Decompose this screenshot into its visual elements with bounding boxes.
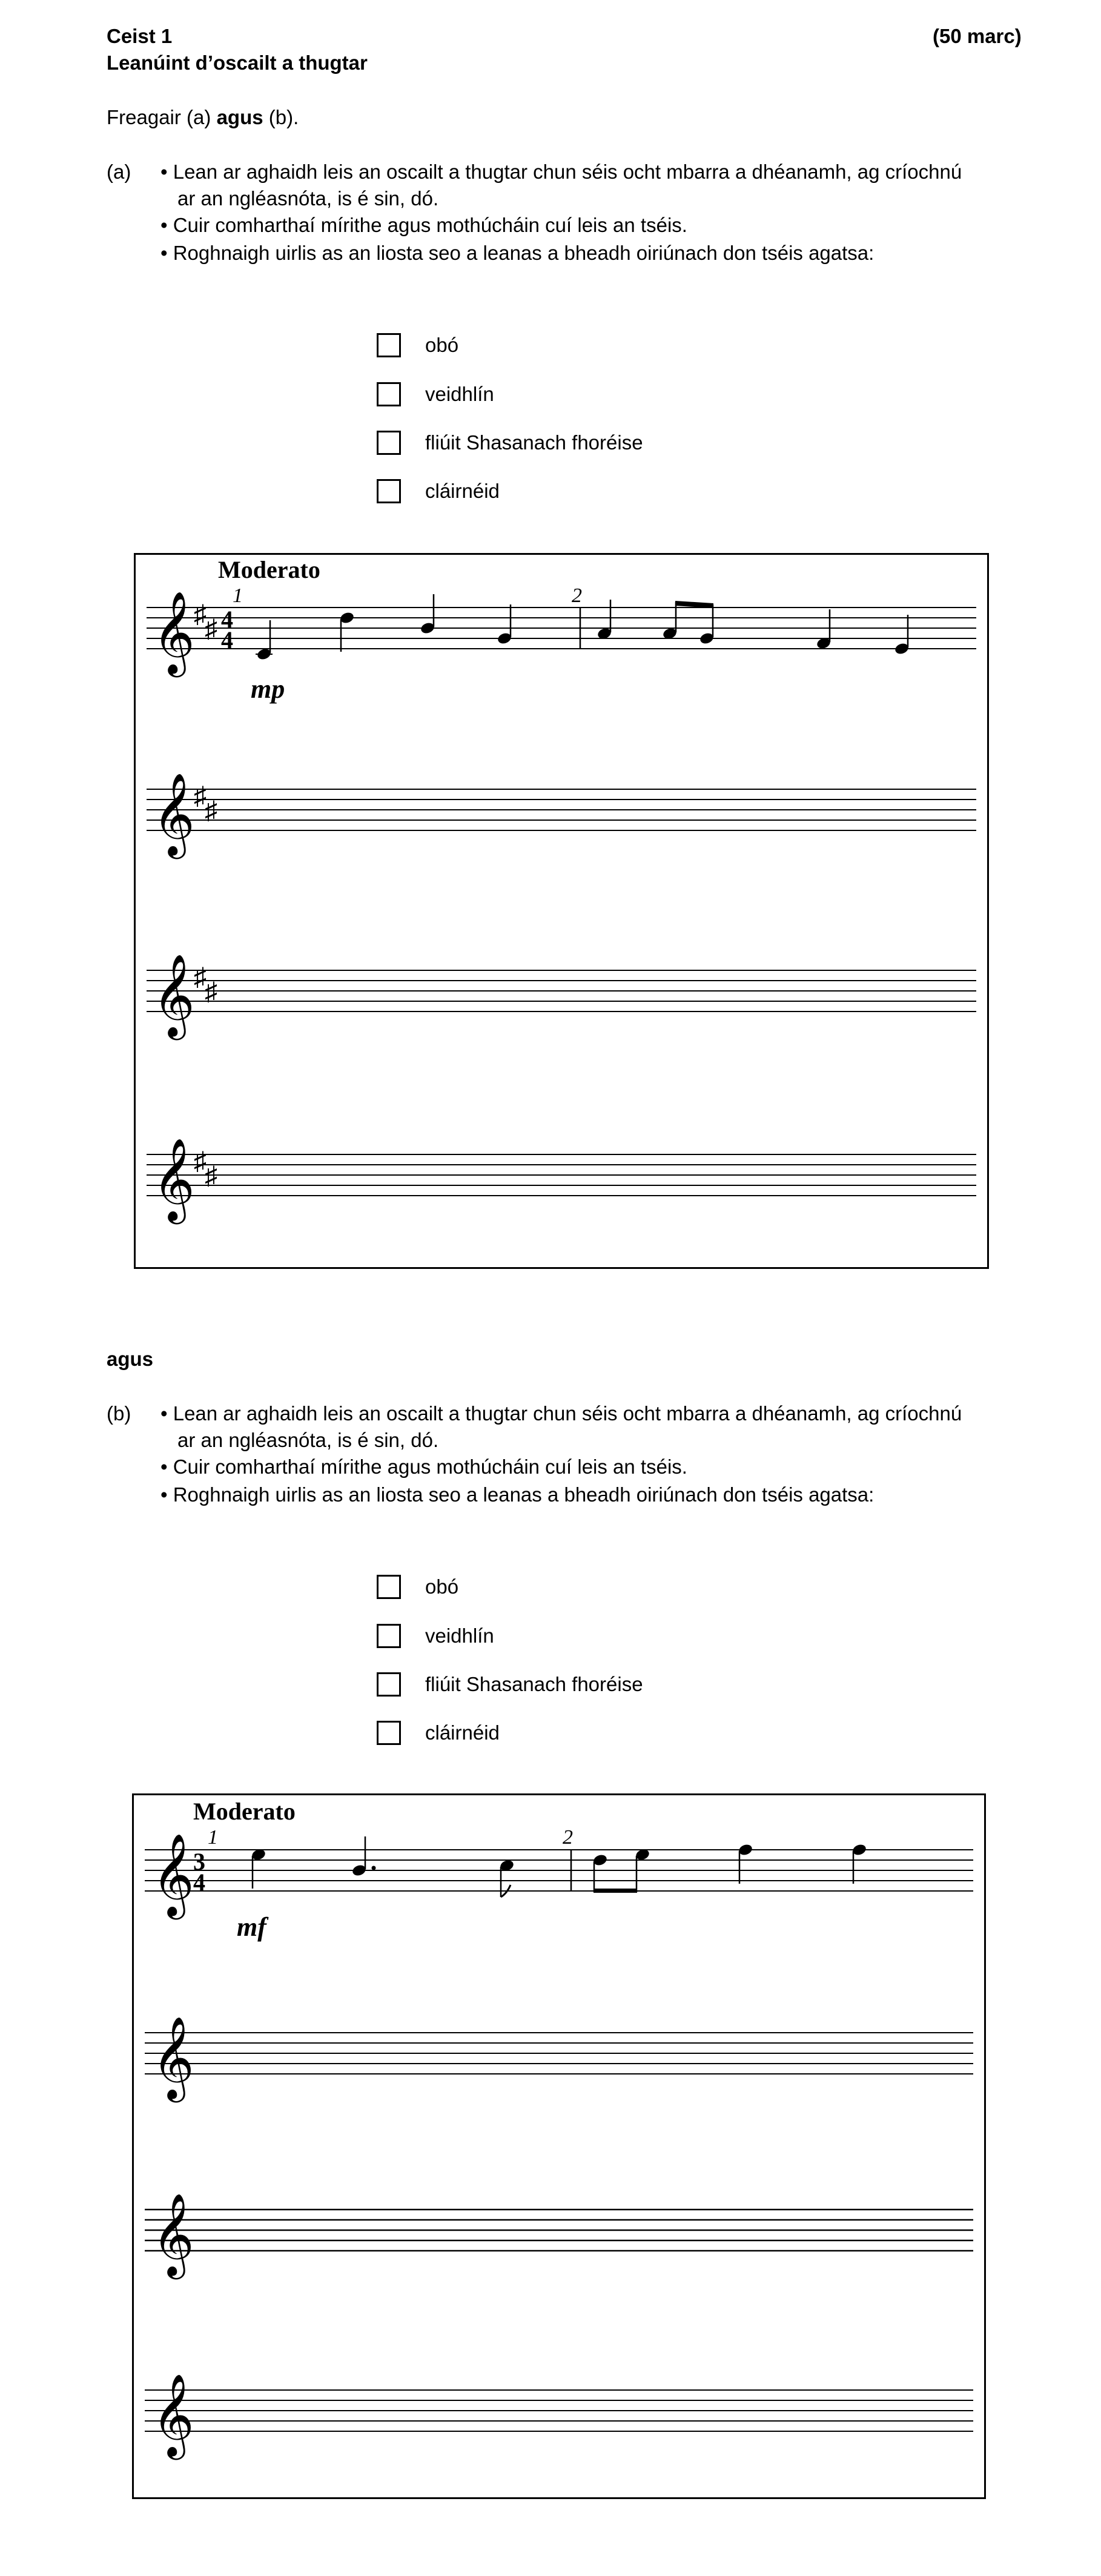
treble-clef: 𝄞	[152, 2195, 194, 2274]
part-b-bullet3: • Roghnaigh uirlis as an liosta seo a leanas a bheadh oiriúnach don tséis agatsa:	[160, 1483, 875, 1506]
staff-2	[145, 2033, 973, 2074]
bar-number: 2	[572, 584, 582, 607]
bar-number: 1	[233, 584, 243, 607]
treble-clef: 𝄞	[152, 1835, 194, 1915]
part-b-bullet1-line1: • Lean ar aghaidh leis an oscailt a thugtar chun séis ocht mbarra a dhéanamh, ag críochnú	[160, 1402, 962, 1425]
bar-number: 2	[563, 1826, 573, 1849]
time-sig-top: 3	[193, 1848, 205, 1875]
instruction-pre: Freagair (a)	[107, 106, 217, 128]
checkbox[interactable]	[377, 382, 401, 406]
staff-4	[147, 1154, 976, 1196]
part-a-manuscript	[136, 555, 987, 1267]
treble-clef: 𝄞	[153, 775, 195, 854]
part-b-manuscript	[134, 1795, 984, 2497]
option-label: veidhlín	[425, 383, 494, 405]
option-label: fliúit Shasanach fhoréise	[425, 431, 643, 454]
note	[894, 615, 910, 655]
part-b-label: (b)	[107, 1402, 131, 1425]
treble-clef: 𝄞	[153, 1140, 195, 1219]
note	[851, 1843, 867, 1884]
staff-1	[145, 1850, 973, 1891]
note	[251, 1848, 266, 1889]
option-label: obó	[425, 334, 459, 356]
key-sharp-c: ♯	[205, 1162, 217, 1190]
dynamic-marking: mf	[237, 1912, 266, 1942]
treble-clef: 𝄞	[153, 956, 195, 1035]
checkbox[interactable]	[377, 479, 401, 503]
bar-number: 1	[208, 1826, 218, 1849]
question-number: Ceist 1	[107, 25, 173, 47]
note	[738, 1843, 753, 1884]
option-label: cláirnéid	[425, 480, 500, 502]
staff-2	[147, 789, 976, 830]
key-sharp-c: ♯	[205, 797, 217, 825]
treble-clef: 𝄞	[153, 593, 195, 672]
staff-4	[145, 2390, 973, 2431]
key-sharp-f: ♯	[194, 601, 207, 629]
treble-clef: 𝄞	[152, 2018, 194, 2098]
note	[597, 600, 612, 640]
part-a-bullet1-line2: ar an ngléasnóta, is é sin, dó.	[177, 187, 439, 210]
note	[420, 594, 435, 635]
note	[339, 611, 355, 652]
key-sharp-f: ♯	[194, 1148, 207, 1176]
dynamic-marking: mp	[251, 674, 285, 704]
time-sig-bottom: 4	[193, 1869, 205, 1896]
part-a-bullet3: • Roghnaigh uirlis as an liosta seo a leanas a bheadh oiriúnach don tséis agatsa:	[160, 242, 875, 264]
staff-1	[147, 608, 976, 649]
instruction-post: (b).	[263, 106, 299, 128]
key-sharp-f: ♯	[194, 783, 207, 810]
question-subtitle: Leanúint d’oscailt a thugtar	[107, 51, 368, 74]
checkbox[interactable]	[377, 1575, 401, 1599]
key-sharp-c: ♯	[205, 615, 217, 643]
part-a-label: (a)	[107, 161, 131, 183]
marks-label: (50 marc)	[933, 25, 1022, 47]
option-label: veidhlín	[425, 1624, 494, 1647]
checkbox[interactable]	[377, 333, 401, 357]
note	[816, 609, 832, 650]
note	[256, 620, 272, 661]
dotted-note	[351, 1836, 376, 1877]
time-sig-top: 4	[221, 606, 233, 633]
option-label: cláirnéid	[425, 1721, 500, 1744]
option-label: fliúit Shasanach fhoréise	[425, 1673, 643, 1695]
tempo-marking: Moderato	[218, 556, 320, 583]
part-a-bullet2: • Cuir comharthaí mírithe agus mothúcháin cuí leis an tséis.	[160, 214, 687, 236]
part-b-score-box	[132, 1793, 986, 2499]
staff-3	[147, 970, 976, 1012]
treble-clef: 𝄞	[152, 2376, 194, 2455]
option-label: obó	[425, 1575, 459, 1598]
key-sharp-f: ♯	[194, 964, 207, 992]
staff-3	[145, 2210, 973, 2251]
instruction	[107, 104, 299, 131]
connector-agus: agus	[107, 1348, 154, 1370]
key-sharp-c: ♯	[205, 978, 217, 1006]
checkbox[interactable]	[377, 431, 401, 455]
checkbox[interactable]	[377, 1624, 401, 1648]
time-sig-bottom: 4	[221, 626, 233, 654]
checkbox[interactable]	[377, 1721, 401, 1745]
tempo-marking: Moderato	[193, 1798, 296, 1825]
instruction-bold: agus	[216, 106, 263, 128]
part-b-bullet1-line2: ar an ngléasnóta, is é sin, dó.	[177, 1429, 439, 1451]
part-a-score-box	[134, 553, 989, 1269]
note	[497, 604, 512, 645]
checkbox[interactable]	[377, 1672, 401, 1697]
part-a-bullet1-line1: • Lean ar aghaidh leis an oscailt a thugtar chun séis ocht mbarra a dhéanamh, ag críochnú	[160, 161, 962, 183]
part-b-bullet2: • Cuir comharthaí mírithe agus mothúcháin cuí leis an tséis.	[160, 1455, 687, 1478]
